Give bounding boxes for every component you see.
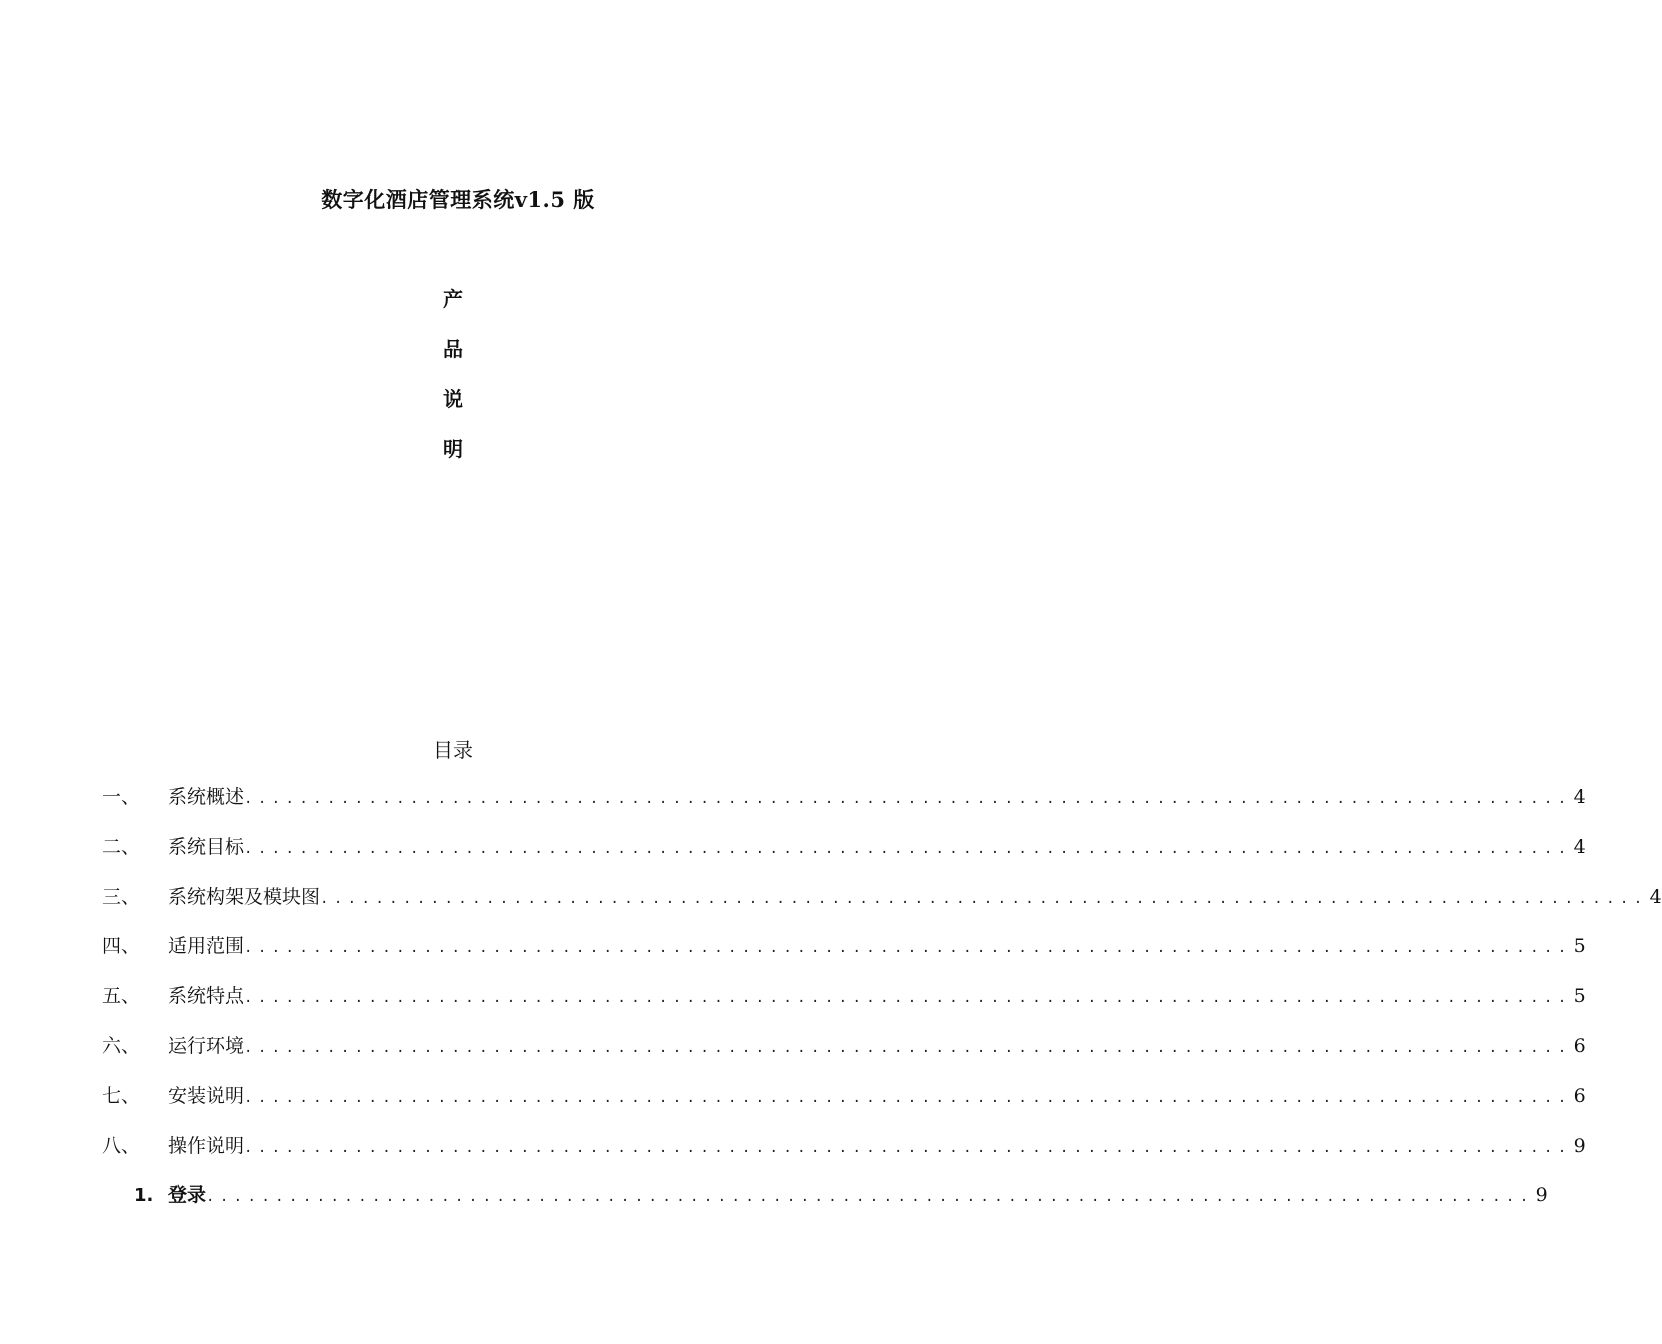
toc-leader-dots: ................................................................................................	[244, 1139, 1572, 1156]
toc-entry[interactable]	[102, 931, 1586, 981]
toc-entry-label: 系统目标	[168, 835, 245, 858]
toc-entry-page: 4	[1573, 835, 1586, 858]
toc-entry[interactable]	[102, 981, 1586, 1031]
subtitle-char: 明	[443, 437, 463, 461]
toc-entry-page: 5	[1573, 935, 1586, 958]
toc-sub-entry-label: 登录	[168, 1184, 207, 1207]
toc-sub-entry-number: 1.	[134, 1185, 154, 1207]
toc-entry-page: 4	[1649, 885, 1662, 908]
subtitle-char: 产	[443, 287, 463, 311]
toc-entry-page: 5	[1573, 985, 1586, 1008]
toc-entry-label: 适用范围	[168, 935, 245, 958]
toc-leader-dots: ................................................................................................	[244, 791, 1572, 807]
toc-entry[interactable]	[102, 1081, 1586, 1131]
toc-entry-number: 五、	[102, 985, 141, 1008]
toc-entry-page: 9	[1573, 1134, 1586, 1157]
subtitle-char: 说	[443, 387, 463, 411]
toc-entry[interactable]	[102, 832, 1586, 882]
toc-entry-label: 安装说明	[168, 1084, 245, 1107]
toc-leader-dots: ................................................................................................	[244, 840, 1572, 857]
toc-leader-dots: ................................................................................................	[320, 890, 1648, 907]
toc-leader-dots: ................................................................................................	[244, 1089, 1572, 1106]
toc-entry-number: 八、	[102, 1134, 141, 1157]
toc-entry-number: 七、	[102, 1084, 141, 1107]
toc-entry-page: 4	[1573, 786, 1586, 808]
toc-entry-number: 六、	[102, 1034, 141, 1057]
table-of-contents	[102, 782, 1662, 1230]
toc-leader-dots: ................................................................................................	[244, 990, 1572, 1007]
toc-entry-label: 系统构架及模块图	[168, 885, 321, 908]
subtitle-char: 品	[443, 337, 463, 361]
toc-entry-page: 6	[1573, 1034, 1586, 1057]
toc-entry-number: 一、	[102, 786, 141, 808]
document-title: 数字化酒店管理系统v1.5 版	[321, 187, 595, 212]
toc-entry-number: 二、	[102, 835, 141, 858]
toc-entry[interactable]	[102, 1031, 1586, 1081]
toc-entry[interactable]	[102, 1131, 1586, 1181]
toc-entry-label: 操作说明	[168, 1134, 245, 1157]
document-subtitle	[438, 284, 468, 484]
toc-entry-label: 系统概述	[168, 786, 245, 808]
toc-sub-entry-page: 9	[1535, 1184, 1548, 1207]
toc-sub-entry[interactable]	[102, 1180, 1548, 1230]
toc-entry[interactable]	[102, 882, 1662, 932]
toc-heading: 目录	[433, 738, 473, 762]
toc-leader-dots: ................................................................................................	[206, 1189, 1534, 1206]
toc-entry-number: 四、	[102, 935, 141, 958]
toc-leader-dots: ................................................................................................	[244, 940, 1572, 957]
toc-entry-number: 三、	[102, 885, 141, 908]
toc-entry-label: 系统特点	[168, 985, 245, 1008]
toc-entry-label: 运行环境	[168, 1034, 245, 1057]
toc-entry[interactable]	[102, 782, 1586, 832]
toc-entry-page: 6	[1573, 1084, 1586, 1107]
toc-leader-dots: ................................................................................................	[244, 1039, 1572, 1056]
